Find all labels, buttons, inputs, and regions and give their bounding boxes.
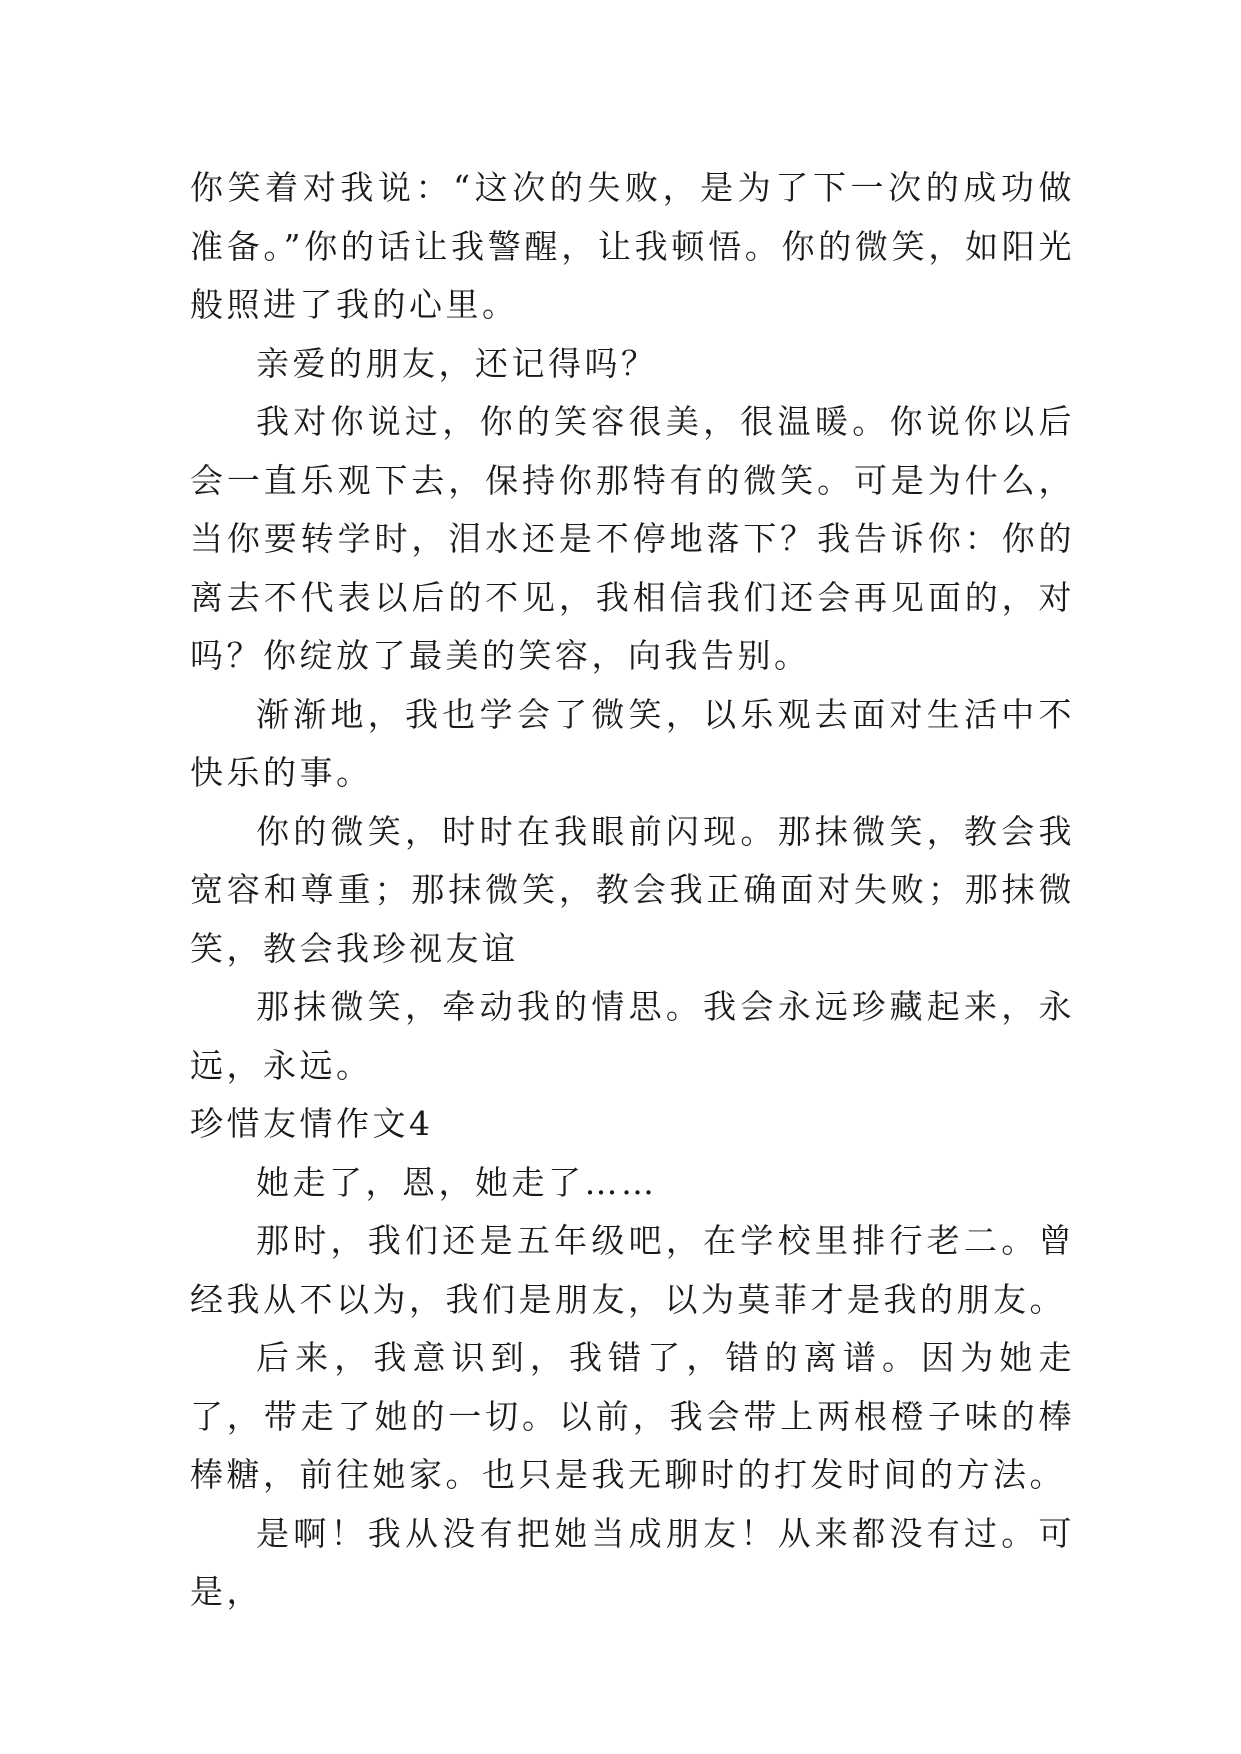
paragraph: 我对你说过，你的笑容很美，很温暖。你说你以后会一直乐观下去，保持你那特有的微笑。可是为什么，当你要转学时，泪水还是不停地落下？我告诉你：你的离去不代表以后的不见，我相信我们还会再见面的，对吗？你绽放了最美的笑容，向我告别。 — [190, 402, 1075, 675]
paragraph: 她走了，恩，她走了…… — [256, 1162, 658, 1202]
paragraph: 亲爱的朋友，还记得吗？ — [256, 343, 658, 383]
paragraph: 后来，我意识到，我错了，错的离谱。因为她走了，带走了她的一切。以前，我会带上两根橙子味的棒棒糖，前往她家。也只是我无聊时的打发时间的方法。 — [190, 1338, 1075, 1494]
paragraph: 那时，我们还是五年级吧，在学校里排行老二。曾经我从不以为，我们是朋友，以为莫菲才是我的朋友。 — [190, 1221, 1075, 1319]
paragraph: 你的微笑，时时在我眼前闪现。那抹微笑，教会我宽容和尊重；那抹微笑，教会我正确面对失败；那抹微笑，教会我珍视友谊 — [190, 811, 1075, 968]
paragraph: 是啊！我从没有把她当成朋友！从来都没有过。可是， — [190, 1513, 1075, 1611]
document-body — [190, 159, 1075, 1622]
section-heading: 珍惜友情作文4 — [190, 1104, 434, 1143]
paragraph: 你笑着对我说：“这次的失败，是为了下一次的成功做准备。”你的话让我警醒，让我顿悟。你的微笑，如阳光般照进了我的心里。 — [190, 168, 1075, 324]
paragraph: 渐渐地，我也学会了微笑，以乐观去面对生活中不快乐的事。 — [190, 694, 1075, 792]
paragraph: 那抹微笑，牵动我的情思。我会永远珍藏起来，永远，永远。 — [190, 987, 1075, 1085]
